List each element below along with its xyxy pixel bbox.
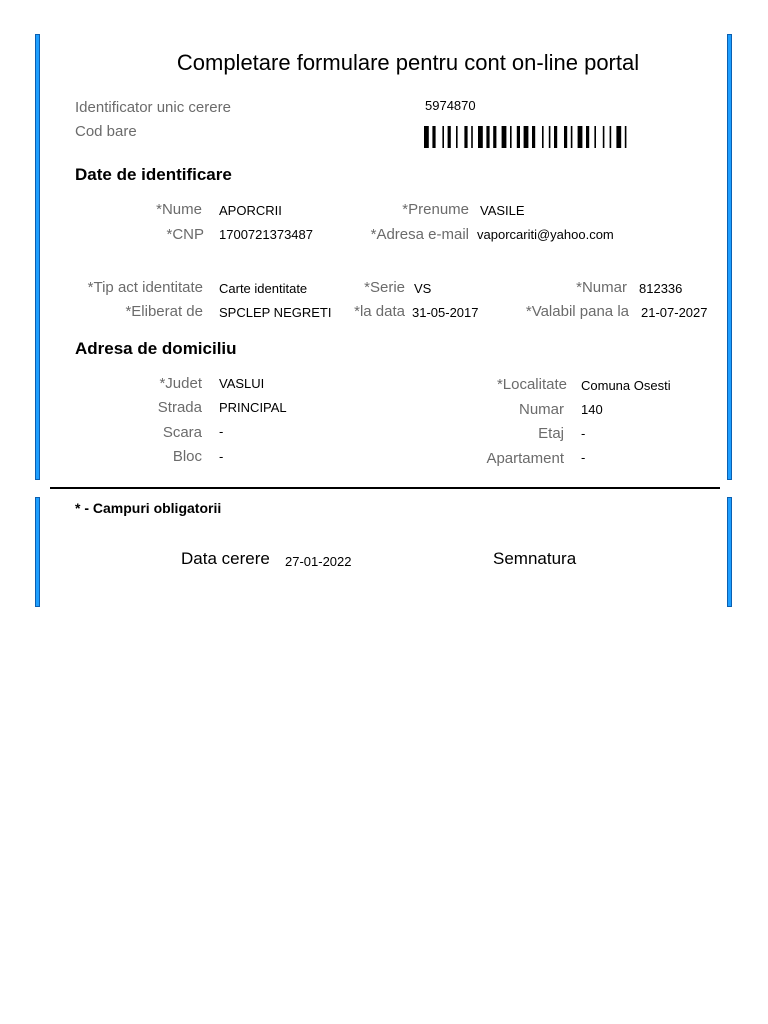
- strada-label: Strada: [157, 399, 202, 416]
- left-accent-bar-top: [35, 34, 40, 480]
- numar-id-label: *Numar: [576, 279, 627, 296]
- serie-value: VS: [414, 281, 432, 296]
- request-id-label: Identificator unic cerere: [75, 99, 231, 116]
- barcode-image: [424, 126, 682, 148]
- signature-label: Semnatura: [493, 549, 577, 568]
- numar-address-value: 140: [581, 402, 603, 417]
- nume-label: *Nume: [156, 201, 202, 218]
- prenume-label: *Prenume: [402, 201, 469, 218]
- localitate-value: Comuna Osesti: [581, 378, 671, 393]
- request-id-value: 5974870: [425, 98, 476, 113]
- nume-value: APORCRII: [219, 203, 282, 218]
- serie-label: *Serie: [364, 279, 405, 296]
- numar-address-label: Numar: [518, 401, 564, 418]
- right-accent-bar-bottom: [727, 497, 732, 607]
- date-value: 27-01-2022: [285, 554, 352, 569]
- date-label: Data cerere: [181, 549, 270, 568]
- etaj-label: Etaj: [538, 425, 564, 442]
- section-divider: [50, 487, 720, 489]
- email-value: vaporcariti@yahoo.com: [477, 227, 614, 242]
- etaj-value: -: [581, 426, 586, 441]
- scara-value: -: [219, 424, 224, 439]
- cnp-label: *CNP: [166, 226, 204, 243]
- valabil-value: 21-07-2027: [641, 305, 708, 320]
- numar-id-value: 812336: [639, 281, 683, 296]
- judet-label: *Judet: [159, 375, 202, 392]
- left-accent-bar-bottom: [35, 497, 40, 607]
- bloc-value: -: [219, 449, 224, 464]
- judet-value: VASLUI: [219, 376, 265, 391]
- email-label: *Adresa e-mail: [370, 226, 469, 243]
- apartament-label: Apartament: [486, 450, 564, 467]
- scara-label: Scara: [162, 424, 202, 441]
- la-data-value: 31-05-2017: [412, 305, 479, 320]
- barcode-label: Cod bare: [75, 123, 137, 140]
- la-data-label: *la data: [354, 303, 405, 320]
- required-fields-note: * - Campuri obligatorii: [75, 500, 222, 516]
- localitate-label: *Localitate: [496, 376, 567, 393]
- eliberat-label: *Eliberat de: [125, 303, 203, 320]
- prenume-value: VASILE: [480, 203, 525, 218]
- tip-act-label: *Tip act identitate: [87, 279, 203, 296]
- bloc-label: Bloc: [172, 448, 202, 465]
- address-heading: Adresa de domiciliu: [75, 339, 237, 358]
- apartament-value: -: [581, 450, 586, 465]
- eliberat-value: SPCLEP NEGRETI: [219, 305, 332, 320]
- tip-act-value: Carte identitate: [219, 281, 308, 296]
- right-accent-bar-top: [727, 34, 732, 480]
- valabil-label: *Valabil pana la: [525, 303, 629, 320]
- strada-value: PRINCIPAL: [219, 400, 287, 415]
- cnp-value: 1700721373487: [219, 227, 313, 242]
- page-title: Completare formulare pentru cont on-line portal: [176, 50, 640, 75]
- identification-heading: Date de identificare: [75, 165, 232, 184]
